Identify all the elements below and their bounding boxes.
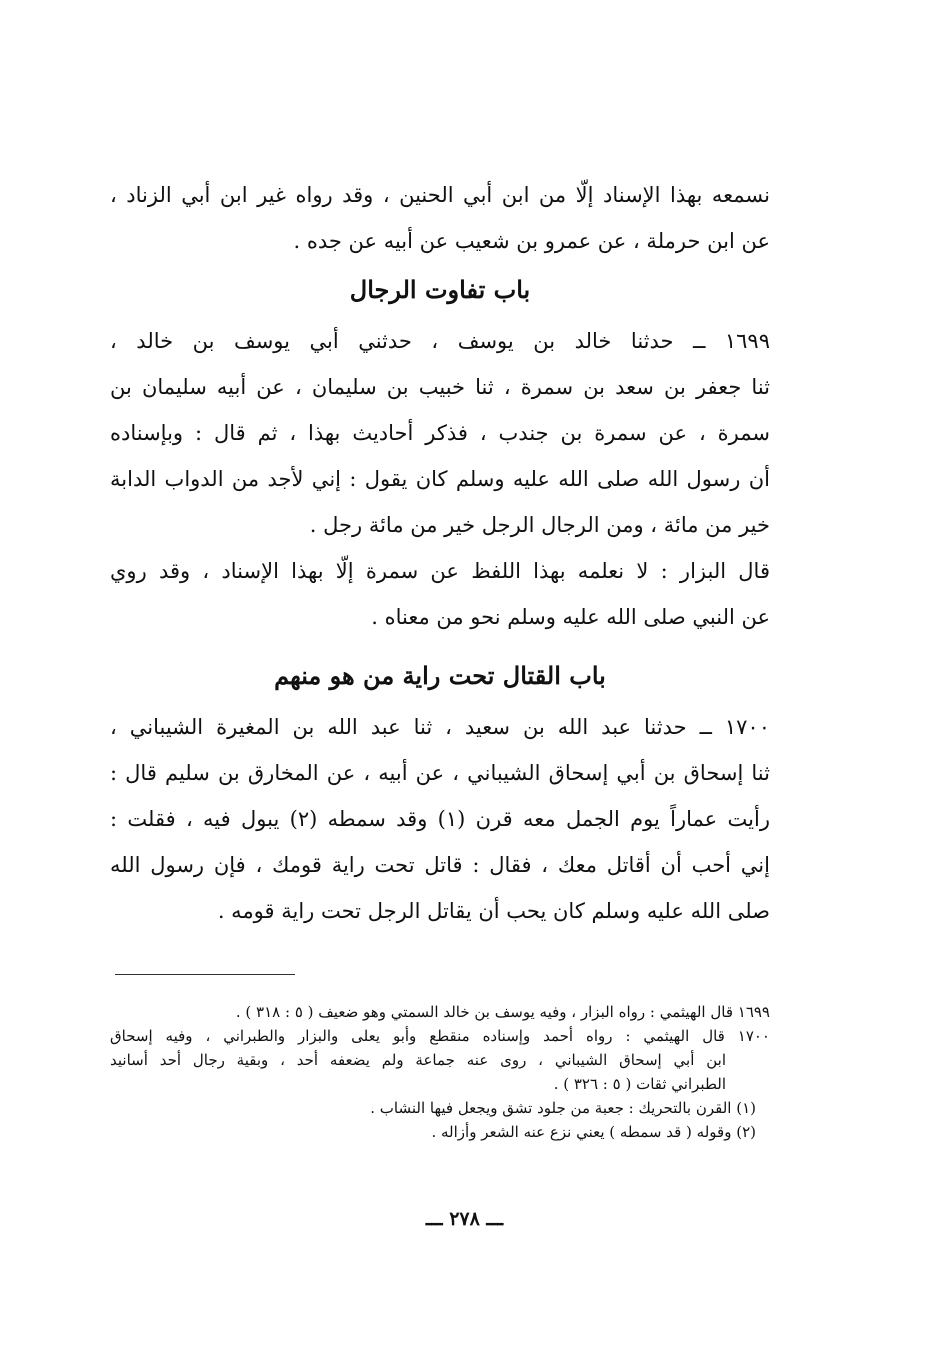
page-number: ـــ ٢٧٨ ـــ <box>425 1208 504 1230</box>
footnote-2: (٢) وقوله ( قد سمطه ) يعني نزع عنه الشعر وأزاله . <box>431 1123 756 1141</box>
hadith-1699-line-5: خير من مائة ، ومن الرجال الرجل خير من مائة رجل . <box>309 513 770 537</box>
note-1699: ١٦٩٩ قال الهيثمي : رواه البزار ، وفيه يوسف بن خالد السمتي وهو ضعيف ( ٥ : ٣١٨ ) . <box>235 1003 770 1021</box>
intro-line-1: نسمعه بهذا الإسناد إلّا من ابن أبي الحنين ، وقد رواه غير ابن أبي الزناد ، <box>110 183 770 207</box>
hadith-1699-line-3: سمرة ، عن سمرة بن جندب ، فذكر أحاديث بهذا ، ثم قال : وبإسناده <box>110 421 770 445</box>
hadith-1700-line-3: رأيت عماراً يوم الجمل معه قرن (١) وقد سمطه (٢) يبول فيه ، فقلت : <box>110 807 770 831</box>
bazzar-line-1: قال البزار : لا نعلمه بهذا اللفظ عن سمرة إلّا بهذا الإسناد ، وقد روي <box>110 559 770 583</box>
hadith-1699-line-1: ١٦٩٩ ــ حدثنا خالد بن يوسف ، حدثني أبي يوسف بن خالد ، <box>110 329 770 353</box>
intro-line-2: عن ابن حرملة ، عن عمرو بن شعيب عن أبيه عن جده . <box>293 229 770 253</box>
footnotes <box>110 1000 770 1144</box>
footnote-1: (١) القرن بالتحريك : جعبة من جلود تشق ويجعل فيها النشاب . <box>370 1099 756 1117</box>
hadith-1700-line-2: ثنا إسحاق بن أبي إسحاق الشيباني ، عن أبيه ، عن المخارق بن سليم قال : <box>110 761 770 785</box>
footnote-divider <box>115 974 295 975</box>
note-1700-line-1: ١٧٠٠ قال الهيثمي : رواه أحمد وإسناده منقطع وأبو يعلى والبزار والطبراني ، وفيه إسحاق <box>110 1027 770 1045</box>
note-1700-line-2: ابن أبي إسحاق الشيباني ، روى عنه جماعة ولم يضعفه أحد ، وبقية رجال أحد أسانيد <box>110 1051 726 1069</box>
bazzar-line-2: عن النبي صلى الله عليه وسلم نحو من معناه . <box>371 605 770 629</box>
main-text <box>110 172 770 934</box>
hadith-1700-line-1: ١٧٠٠ ــ حدثنا عبد الله بن سعيد ، ثنا عبد الله بن المغيرة الشيباني ، <box>110 715 770 739</box>
note-1700-line-3: الطبراني ثقات ( ٥ : ٣٢٦ ) . <box>553 1075 726 1093</box>
hadith-1699-line-2: ثنا جعفر بن سعد بن سمرة ، ثنا خبيب بن سليمان ، عن أبيه سليمان بن <box>110 375 770 399</box>
hadith-1700-line-5: صلى الله عليه وسلم كان يحب أن يقاتل الرجل تحت راية قومه . <box>217 899 770 923</box>
hadith-1699-line-4: أن رسول الله صلى الله عليه وسلم كان يقول : إني لأجد من الدواب الدابة <box>110 467 770 491</box>
section-heading-1: باب تفاوت الرجال <box>349 275 531 304</box>
section-heading-2: باب القتال تحت راية من هو منهم <box>274 661 606 690</box>
hadith-1700-line-4: إني أحب أن أقاتل معك ، فقال : قاتل تحت راية قومك ، فإن رسول الله <box>110 853 770 877</box>
